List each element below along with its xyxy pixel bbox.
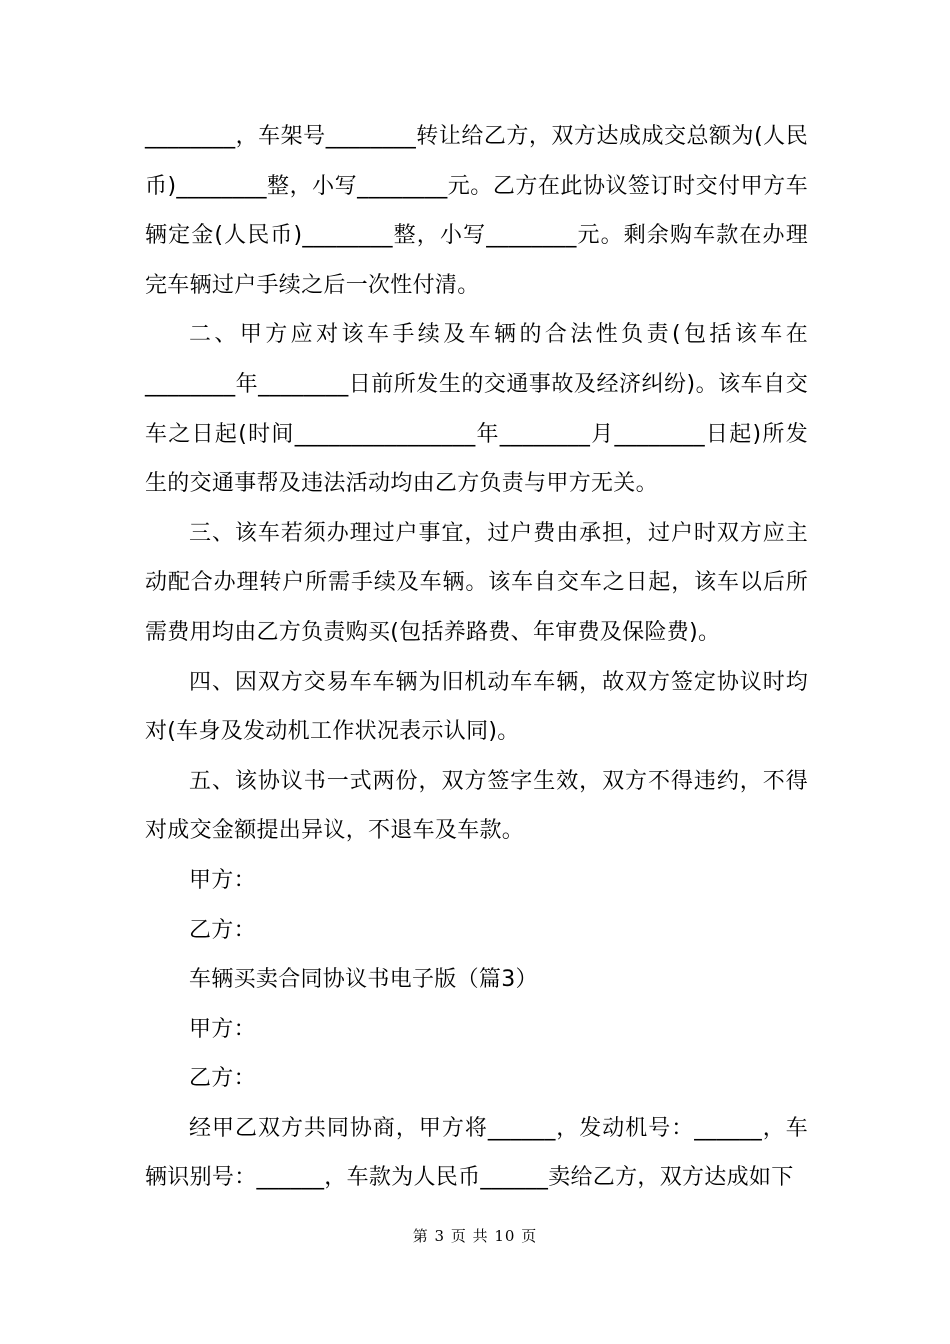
paragraph-clause-2: 二、甲方应对该车手续及车辆的合法性负责(包括该车在________年________日前所发生的交通事故及经济纠纷)。该车自交车之日起(时间________________年________月________日起)所发生的交通事帮及违法活动均由乙方负责与甲方无关。: [145, 322, 808, 497]
paragraph-clause-5: 五、该协议书一式两份，双方签字生效，双方不得违约，不得对成交金额提出异议，不退车及车款。: [145, 768, 808, 844]
party-a-label-2: 甲方：: [189, 1016, 256, 1042]
paragraph-agreement-intro: 经甲乙双方共同协商，甲方将______，发动机号：______，车辆识别号：______，车款为人民币______卖给乙方，双方达成如下: [145, 1115, 808, 1191]
party-b-label: 乙方：: [189, 917, 256, 943]
party-b-label-2: 乙方：: [189, 1066, 256, 1092]
paragraph-vehicle-transfer-terms: ________，车架号________转让给乙方，双方达成成交总额为(人民币)________整，小写________元。乙方在此协议签订时交付甲方车辆定金(人民币)________整，小写________元。剩余购车款在办理完车辆过户手续之后一次性付清。: [145, 124, 808, 298]
paragraph-clause-3: 三、该车若须办理过户事宜，过户费由承担，过户时双方应主动配合办理转户所需手续及车辆。该车自交车之日起，该车以后所需费用均由乙方负责购买(包括养路费、年审费及保险费)。: [145, 520, 808, 645]
section-title: 车辆买卖合同协议书电子版（篇3）: [189, 967, 538, 993]
party-a-label: 甲方：: [189, 867, 256, 893]
document-body: [145, 112, 808, 1203]
paragraph-clause-4: 四、因双方交易车车辆为旧机动车车辆，故双方签定协议时均对(车身及发动机工作状况表示认同)。: [145, 669, 808, 745]
page-number-footer: 第 3 页 共 10 页: [412, 1227, 538, 1245]
